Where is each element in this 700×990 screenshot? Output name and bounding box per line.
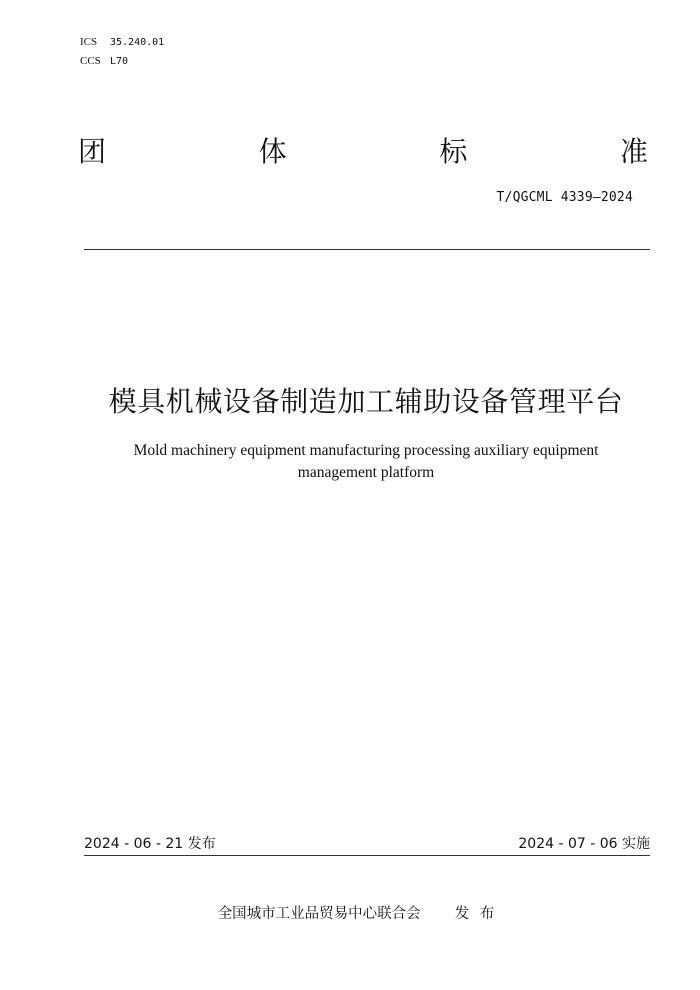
doc-type-char: 准 — [619, 135, 648, 168]
classification-codes — [80, 33, 164, 71]
ccs-code: L70 — [110, 56, 129, 67]
implementation-date: 2024 - 07 - 06 实施 — [518, 836, 650, 852]
release-date: 2024 - 06 - 21 发布 — [84, 836, 216, 852]
document-type-heading — [78, 128, 648, 176]
standard-number: T/QGCML 4339—2024 — [496, 190, 633, 205]
title-chinese: 模具机械设备制造加工辅助设备管理平台 — [108, 385, 624, 418]
ics-code: 35.240.01 — [110, 37, 165, 48]
doc-type-char: 标 — [439, 135, 468, 168]
title-english-line-2: management platform — [297, 464, 435, 481]
top-divider — [84, 249, 650, 250]
ics-label: ICS — [80, 36, 98, 48]
doc-type-char: 体 — [258, 135, 287, 168]
title-english-line-1: Mold machinery equipment manufacturing processing auxiliary equipment — [133, 442, 599, 459]
ccs-row — [80, 52, 164, 71]
ics-row — [80, 33, 164, 52]
publisher-line — [0, 902, 700, 926]
publisher-name: 全国城市工业品贸易中心联合会 — [217, 906, 421, 922]
bottom-divider — [84, 855, 650, 856]
issue-label: 发 布 — [454, 906, 495, 922]
title-english — [110, 440, 622, 484]
ccs-label: CCS — [80, 55, 101, 67]
doc-type-char: 团 — [78, 135, 107, 168]
